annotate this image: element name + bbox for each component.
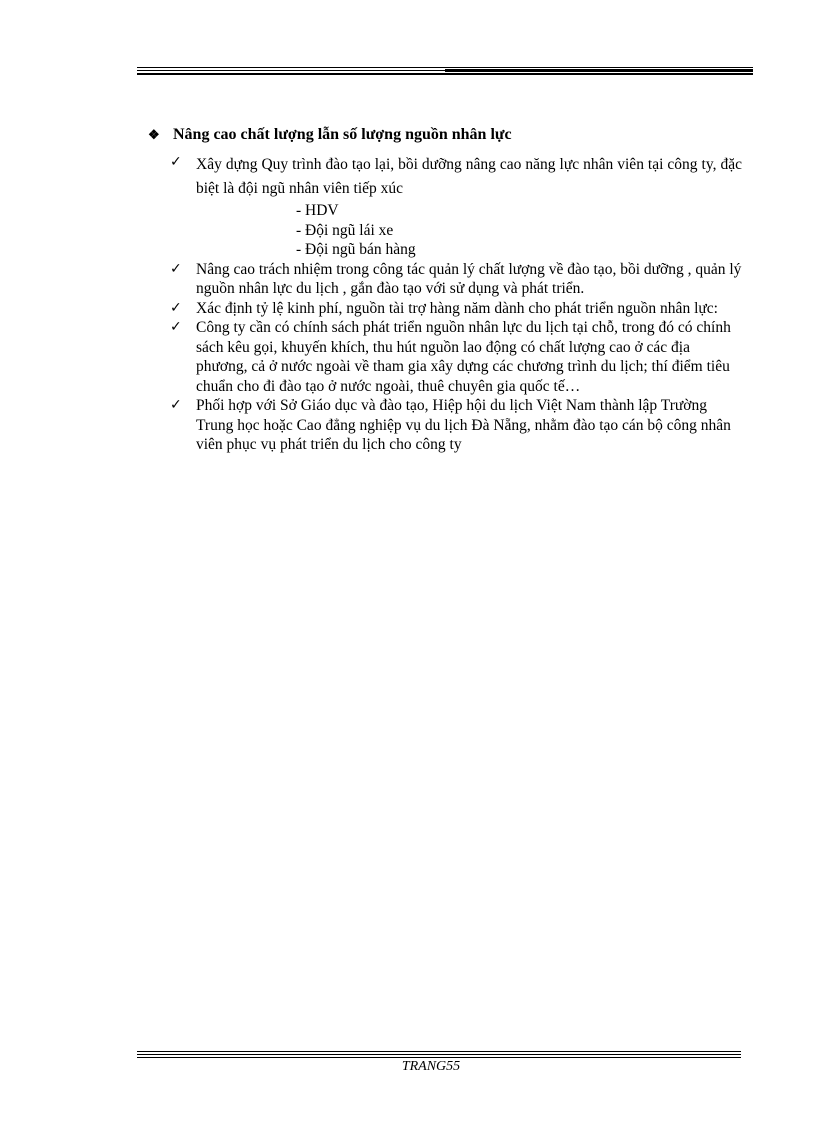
page-content bbox=[148, 125, 742, 455]
list-item-text: Phối hợp với Sở Giáo dục và đào tạo, Hiệp hội du lịch Việt Nam thành lập Trường Trung học hoặc Cao đẳng nghiệp vụ du lịch Đà Nẵng, nhằm đào tạo cán bộ công nhân viên phục vụ phát triển du lịch cho công ty bbox=[196, 397, 731, 453]
list-item bbox=[148, 318, 742, 396]
page-number: TRANG55 bbox=[401, 1059, 461, 1074]
list-item-text: Xây dựng Quy trình đào tạo lại, bồi dưỡng nâng cao năng lực nhân viên tại công ty, đặc biệt là đội ngũ nhân viên tiếp xúc bbox=[196, 156, 742, 197]
sub-list-container bbox=[148, 201, 742, 260]
list-item bbox=[148, 396, 742, 455]
section-heading bbox=[148, 125, 742, 145]
check-mark-icon: ✓ bbox=[170, 299, 182, 316]
list-item-text: Công ty cần có chính sách phát triển nguồn nhân lực du lịch tại chỗ, trong đó có chính sách kêu gọi, khuyến khích, thu hút nguồn lao động có chất lượng cao ở các địa phương, cả ở nước ngoài về tham gia xây dựng các chương trình du lịch; thí điểm tiêu chuẩn cho đi đào tạo ở nước ngoài, thuê chuyên gia quốc tế… bbox=[196, 319, 731, 395]
check-mark-icon: ✓ bbox=[170, 397, 182, 413]
bullet-list bbox=[148, 153, 742, 455]
check-mark-icon: ✓ bbox=[170, 260, 182, 277]
header-rule bbox=[137, 67, 753, 77]
sub-list-item: - Đội ngũ lái xe bbox=[296, 221, 394, 239]
list-item bbox=[148, 260, 742, 299]
list-item bbox=[148, 153, 742, 201]
list-item bbox=[148, 299, 742, 319]
check-mark-icon: ✓ bbox=[170, 154, 182, 170]
sub-list-item: - HDV bbox=[296, 202, 339, 219]
sub-list bbox=[148, 201, 742, 260]
check-mark-icon: ✓ bbox=[170, 319, 182, 335]
diamond-bullet-icon: ❖ bbox=[148, 127, 160, 142]
list-item-text: Xác định tỷ lệ kinh phí, nguồn tài trợ hàng năm dành cho phát triển nguồn nhân lực: bbox=[196, 299, 718, 317]
sub-list-item: - Đội ngũ bán hàng bbox=[296, 241, 416, 258]
list-item-text: Nâng cao trách nhiệm trong công tác quản lý chất lượng về đào tạo, bồi dưỡng , quản lý nguồn nhân lực du lịch , gắn đào tạo với sử dụng và phát triển. bbox=[196, 260, 742, 297]
section-heading-text: Nâng cao chất lượng lẫn số lượng nguồn nhân lực bbox=[173, 126, 512, 143]
